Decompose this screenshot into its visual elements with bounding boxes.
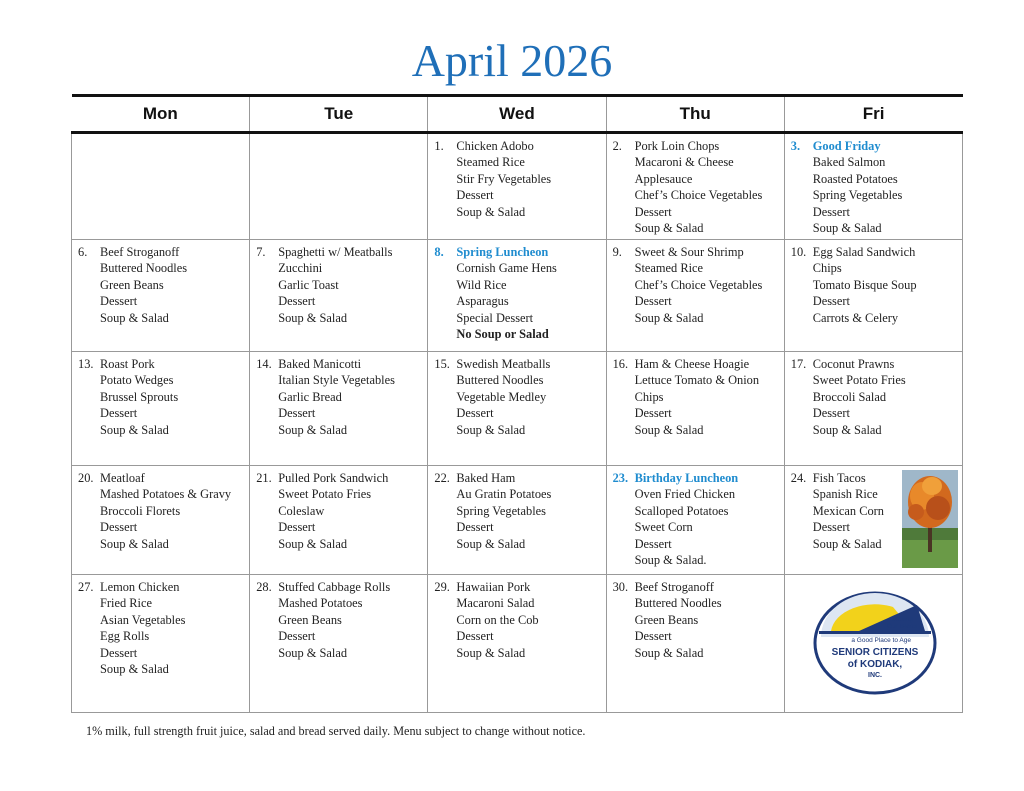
side-item: Sweet Potato Fries — [278, 487, 372, 502]
side-item: Dessert — [278, 629, 316, 644]
day-number: 7. — [256, 245, 266, 259]
day-cell — [72, 466, 250, 575]
side-item: Soup & Salad — [278, 645, 348, 660]
day-entry-heading — [613, 470, 780, 486]
main-dish: Coconut Prawns — [812, 357, 895, 371]
side-item: Spanish Rice — [812, 487, 878, 502]
special-note: No Soup or Salad — [456, 327, 549, 342]
side-item: Soup & Salad — [634, 221, 704, 236]
side-item: Corn on the Cob — [456, 612, 539, 627]
main-dish: Lemon Chicken — [100, 580, 180, 594]
side-item: Mashed Potatoes & Gravy — [100, 487, 232, 502]
main-dish: Baked Ham — [456, 471, 516, 485]
side-item: Chips — [812, 261, 842, 276]
day-cell — [784, 575, 962, 713]
day-cell — [72, 240, 250, 352]
side-item: Dessert — [278, 294, 316, 309]
side-item: Dessert — [812, 406, 850, 421]
side-item: Oven Fried Chicken — [634, 487, 736, 502]
day-number: 20. — [78, 471, 94, 485]
day-cell — [784, 466, 962, 575]
side-item: Dessert — [100, 406, 138, 421]
side-item: Soup & Salad. — [634, 553, 707, 568]
main-dish: Hawaiian Pork — [456, 580, 531, 594]
day-cell — [606, 133, 784, 240]
side-item: Sweet Corn — [634, 520, 693, 535]
main-dish: Chicken Adobo — [456, 139, 534, 153]
side-item: Potato Wedges — [100, 373, 174, 388]
day-number: 8. — [434, 245, 444, 259]
day-number: 14. — [256, 357, 272, 371]
day-entry-heading — [78, 470, 245, 486]
side-item: Spring Vegetables — [812, 188, 903, 203]
side-item: Soup & Salad — [812, 536, 882, 551]
day-number: 6. — [78, 245, 88, 259]
side-item: Roasted Potatoes — [812, 171, 898, 186]
weekday-header-fri: Fri — [784, 96, 962, 133]
day-number: 27. — [78, 580, 94, 594]
senior-citizens-logo — [813, 591, 937, 695]
day-entry-heading — [256, 244, 423, 260]
day-cell — [428, 575, 606, 713]
weekday-header-mon: Mon — [72, 96, 250, 133]
side-item: Baked Salmon — [812, 155, 886, 170]
side-item: Vegetable Medley — [456, 389, 547, 404]
day-number: 30. — [612, 580, 629, 594]
day-number: 16. — [612, 357, 629, 371]
side-item: Chips — [634, 389, 664, 404]
day-entry-heading — [78, 244, 245, 260]
side-item: Dessert — [812, 520, 850, 535]
main-dish: Beef Stroganoff — [100, 245, 180, 259]
day-cell — [784, 133, 962, 240]
side-item: Lettuce Tomato & Onion — [634, 373, 760, 388]
main-dish: Good Friday — [812, 139, 881, 153]
side-item: Buttered Noodles — [634, 596, 722, 611]
day-cell — [72, 575, 250, 713]
side-item: Scalloped Potatoes — [634, 503, 729, 518]
day-cell — [428, 133, 606, 240]
day-cell — [250, 466, 428, 575]
day-cell — [250, 240, 428, 352]
side-item: Garlic Bread — [278, 389, 342, 404]
side-item: Chef’s Choice Vegetables — [634, 188, 763, 203]
day-number: 28. — [256, 580, 272, 594]
weekday-header-row — [72, 96, 963, 133]
side-item: Steamed Rice — [456, 155, 525, 170]
weekday-header-tue: Tue — [250, 96, 428, 133]
day-number: 13. — [78, 357, 94, 371]
side-item: Soup & Salad — [634, 310, 704, 325]
logo-name-1: SENIOR CITIZENS — [831, 647, 919, 658]
day-cell — [250, 352, 428, 466]
side-item: Tomato Bisque Soup — [812, 277, 917, 292]
day-cell — [428, 352, 606, 466]
day-entry-heading — [791, 356, 958, 372]
day-cell — [250, 133, 428, 240]
side-item: Egg Rolls — [100, 629, 150, 644]
day-number: 3. — [790, 139, 801, 153]
main-dish: Beef Stroganoff — [634, 580, 714, 594]
side-item: Asparagus — [456, 294, 509, 309]
day-entry-heading — [434, 579, 601, 595]
side-item: Carrots & Celery — [812, 310, 899, 325]
week-row — [72, 352, 963, 466]
main-dish: Spring Luncheon — [456, 245, 549, 259]
side-item: Green Beans — [278, 612, 342, 627]
side-item: Dessert — [634, 629, 672, 644]
side-item: Soup & Salad — [100, 422, 169, 437]
day-cell — [606, 466, 784, 575]
weekday-header-wed: Wed — [428, 96, 606, 133]
day-entry-heading — [256, 470, 423, 486]
side-item: Dessert — [100, 294, 138, 309]
day-entry-heading — [613, 356, 780, 372]
side-item: Coleslaw — [278, 503, 325, 518]
day-cell — [72, 352, 250, 466]
weekday-header-thu: Thu — [606, 96, 784, 133]
side-item: Soup & Salad — [278, 310, 348, 325]
day-cell — [606, 352, 784, 466]
day-cell — [784, 240, 962, 352]
menu-calendar — [71, 94, 963, 713]
day-entry-heading — [256, 579, 423, 595]
side-item: Dessert — [278, 520, 316, 535]
day-entry-heading — [791, 244, 958, 260]
day-number: 10. — [790, 245, 807, 259]
logo-tagline-3: a Good Place to Age — [851, 637, 911, 644]
side-item: Macaroni Salad — [456, 596, 535, 611]
day-cell — [250, 575, 428, 713]
main-dish: Swedish Meatballs — [456, 357, 551, 371]
week-row — [72, 575, 963, 713]
main-dish: Ham & Cheese Hoagie — [634, 357, 750, 371]
side-item: Soup & Salad — [456, 645, 526, 660]
main-dish: Fish Tacos — [812, 471, 866, 485]
side-item: Cornish Game Hens — [456, 261, 557, 276]
side-item: Broccoli Salad — [812, 389, 887, 404]
day-cell — [606, 240, 784, 352]
side-item: Steamed Rice — [634, 261, 704, 276]
week-row — [72, 466, 963, 575]
day-number: 9. — [612, 245, 622, 259]
side-item: Soup & Salad — [812, 221, 882, 236]
day-number: 21. — [256, 471, 272, 485]
side-item: Mashed Potatoes — [278, 596, 363, 611]
side-item: Dessert — [634, 536, 672, 551]
day-number: 23. — [612, 471, 629, 485]
side-item: Broccoli Florets — [100, 503, 181, 518]
main-dish: Pulled Pork Sandwich — [278, 471, 389, 485]
day-entry-heading — [613, 138, 780, 154]
main-dish: Roast Pork — [100, 357, 155, 371]
week-row — [72, 133, 963, 240]
side-item: Dessert — [812, 204, 850, 219]
side-item: Garlic Toast — [278, 277, 339, 292]
side-item: Dessert — [278, 406, 316, 421]
side-item: Stir Fry Vegetables — [456, 171, 552, 186]
week-row — [72, 240, 963, 352]
main-dish: Egg Salad Sandwich — [812, 245, 916, 259]
main-dish: Sweet & Sour Shrimp — [634, 245, 744, 259]
day-entry-heading — [78, 579, 245, 595]
day-entry-heading — [434, 244, 601, 260]
side-item: Green Beans — [100, 277, 164, 292]
day-cell — [72, 133, 250, 240]
side-item: Soup & Salad — [100, 310, 169, 325]
side-item: Soup & Salad — [812, 422, 882, 437]
side-item: Soup & Salad — [278, 536, 348, 551]
side-item: Dessert — [634, 406, 672, 421]
logo-name-2: of KODIAK, — [847, 659, 902, 670]
day-entry-heading — [791, 138, 958, 154]
side-item: Sweet Potato Fries — [812, 373, 906, 388]
day-number: 24. — [790, 471, 807, 485]
day-entry-heading — [434, 470, 601, 486]
main-dish: Pork Loin Chops — [634, 139, 720, 153]
main-dish: Baked Manicotti — [278, 357, 362, 371]
page-title: April 2026 — [411, 35, 613, 86]
side-item: Dessert — [456, 406, 494, 421]
day-entry-heading — [434, 138, 601, 154]
day-entry-heading — [78, 356, 245, 372]
main-dish: Spaghetti w/ Meatballs — [278, 245, 393, 259]
main-dish: Meatloaf — [100, 471, 145, 485]
day-number: 15. — [434, 357, 450, 371]
side-item: Brussel Sprouts — [100, 389, 179, 404]
side-item: Mexican Corn — [812, 503, 884, 518]
autumn-tree-image — [902, 470, 958, 568]
day-entry-heading — [613, 579, 780, 595]
logo-tagline-2: Our Island — [886, 623, 917, 630]
side-item: Asian Vegetables — [100, 612, 186, 627]
side-item: Wild Rice — [456, 277, 507, 292]
day-number: 2. — [612, 139, 622, 153]
side-item: Spring Vegetables — [456, 503, 546, 518]
side-item: Dessert — [812, 294, 850, 309]
footer-note: 1% milk, full strength fruit juice, salad and bread served daily. Menu subject to change without notice. — [86, 724, 586, 738]
side-item: Dessert — [634, 204, 672, 219]
main-dish: Birthday Luncheon — [634, 471, 739, 485]
side-item: Applesauce — [634, 171, 693, 186]
day-number: 29. — [434, 580, 450, 594]
day-cell — [606, 575, 784, 713]
main-dish: Stuffed Cabbage Rolls — [278, 580, 391, 594]
side-item: Italian Style Vegetables — [278, 373, 395, 388]
side-item: Soup & Salad — [634, 422, 704, 437]
day-entry-heading — [434, 356, 601, 372]
logo-name-3: INC. — [867, 672, 882, 679]
day-number: 17. — [790, 357, 807, 371]
side-item: Buttered Noodles — [456, 373, 544, 388]
side-item: Dessert — [634, 294, 672, 309]
side-item: Dessert — [456, 520, 494, 535]
side-item: Au Gratin Potatoes — [456, 487, 552, 502]
day-entry-heading — [256, 356, 423, 372]
side-item: Chef’s Choice Vegetables — [634, 277, 763, 292]
side-item: Dessert — [100, 645, 138, 660]
side-item: Soup & Salad — [278, 422, 348, 437]
side-item: Soup & Salad — [100, 536, 169, 551]
side-item: Zucchini — [278, 261, 323, 276]
day-cell — [428, 466, 606, 575]
day-number: 22. — [434, 471, 450, 485]
side-item: Dessert — [456, 188, 494, 203]
logo-tagline-1: Making — [891, 616, 913, 623]
side-item: Soup & Salad — [456, 536, 526, 551]
side-item: Fried Rice — [100, 596, 152, 611]
side-item: Dessert — [456, 629, 494, 644]
day-number: 1. — [434, 139, 444, 153]
side-item: Soup & Salad — [456, 204, 526, 219]
side-item: Soup & Salad — [100, 662, 169, 677]
side-item: Special Dessert — [456, 310, 534, 325]
side-item: Soup & Salad — [634, 645, 704, 660]
day-cell — [784, 352, 962, 466]
day-cell — [428, 240, 606, 352]
side-item: Soup & Salad — [456, 422, 526, 437]
side-item: Dessert — [100, 520, 138, 535]
day-entry-heading — [613, 244, 780, 260]
side-item: Buttered Noodles — [100, 261, 188, 276]
side-item: Macaroni & Cheese — [634, 155, 734, 170]
side-item: Green Beans — [634, 612, 699, 627]
